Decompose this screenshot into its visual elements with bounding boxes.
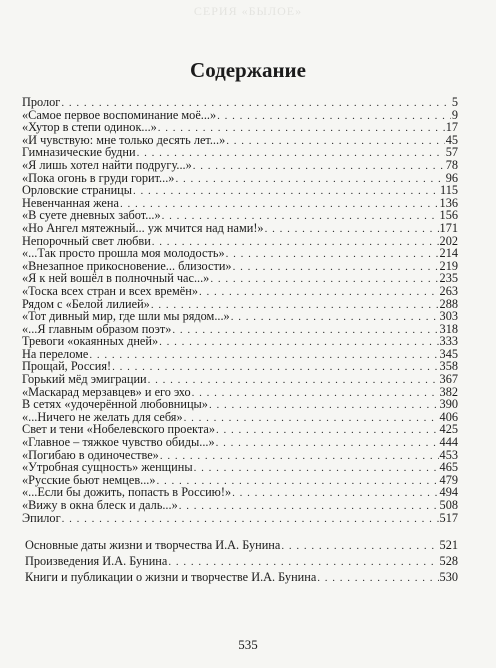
toc-dot-leader: [172, 324, 438, 337]
toc-entry-page: 57: [445, 145, 458, 160]
toc-entry-title: Книги и публикации о жизни и творчестве И.А. Бунина: [25, 570, 317, 585]
toc-entry: [22, 222, 458, 235]
toc-entry-page: 390: [439, 397, 458, 412]
toc-entry: [22, 553, 458, 569]
toc-entry-title: «...Так просто прошла моя молодость»: [22, 246, 225, 261]
toc-entry: [22, 159, 458, 172]
toc-entry-title: «...Ничего не желать для себя»: [22, 409, 183, 424]
toc-entry: [22, 461, 458, 474]
toc-entry: [22, 499, 458, 512]
toc-entry-title: «И чувствую: мне только десять лет...»: [22, 132, 226, 147]
toc-entry-title: Прощай, Россия!: [22, 359, 112, 374]
toc-entry: [22, 310, 458, 323]
toc-dot-leader: [193, 160, 445, 173]
toc-dot-leader: [159, 336, 438, 349]
toc-dot-leader: [281, 538, 438, 554]
toc-entry-title: «...Если бы дожить, попасть в Россию!»: [22, 485, 232, 500]
toc-dot-leader: [192, 387, 439, 400]
toc-entry-title: «Я лишь хотел найти подругу...»: [22, 157, 192, 172]
toc-entry-page: 425: [439, 422, 458, 437]
toc-dot-leader: [210, 273, 438, 286]
toc-section-gap: [22, 524, 458, 537]
toc-entry-page: 17: [445, 120, 458, 135]
toc-entry-page: 303: [439, 309, 458, 324]
toc-dot-leader: [232, 487, 438, 500]
toc-entry-title: Свет и тени «Нобелевского проекта»: [22, 422, 215, 437]
toc-entry-page: 263: [439, 283, 458, 298]
toc-entry-title: Рядом с «Белой лилией»: [22, 296, 150, 311]
toc-entry-title: «Самое первое воспоминание моё...»: [22, 107, 217, 122]
toc-entry-title: «Главное – тяжкое чувство обиды...»: [22, 435, 215, 450]
toc-entry-title: Произведения И.А. Бунина: [25, 554, 168, 569]
page-title: Содержание: [190, 58, 306, 82]
toc-entry-page: 521: [439, 538, 458, 553]
toc-entry: [22, 184, 458, 197]
toc-dot-leader: [184, 412, 439, 425]
toc-entry: [22, 121, 458, 134]
toc-entry-page: 345: [439, 346, 458, 361]
toc-entry-title: «Но Ангел мятежный... уж мчится над нами!»: [22, 220, 264, 235]
toc-entry-page: 9: [451, 107, 458, 122]
toc-entry-title: Тревоги «окаянных дней»: [22, 334, 159, 349]
toc-entry: [22, 247, 458, 260]
toc-entry-title: «Тот дивный мир, где шли мы рядом...»: [22, 309, 230, 324]
toc-entry-page: 5: [451, 95, 458, 109]
toc-entry: [22, 373, 458, 386]
toc-entry-page: 78: [445, 157, 458, 172]
page-number: 535: [238, 637, 258, 652]
toc-dot-leader: [62, 513, 439, 526]
toc-entry-page: 219: [439, 258, 458, 273]
toc-entry: [22, 398, 458, 411]
toc-entry: [22, 335, 458, 348]
toc-dot-leader: [120, 198, 439, 211]
toc-dot-leader: [216, 437, 439, 450]
toc-dot-leader: [317, 570, 438, 586]
toc-entry: [22, 512, 458, 525]
toc-entry-title: Гимназические будни: [22, 145, 136, 160]
toc-entry-title: Пролог: [22, 95, 61, 109]
toc-entry-page: 444: [439, 435, 458, 450]
toc-entry-title: «Утробная сущность» женщины: [22, 460, 193, 475]
toc-dot-leader: [231, 311, 439, 324]
toc-dot-leader: [148, 374, 439, 387]
toc-dot-leader: [199, 286, 439, 299]
toc-entry-page: 136: [439, 195, 458, 210]
toc-entry-title: «Вижу в окна блеск и даль...»: [22, 498, 178, 512]
toc-entry-title: «Внезапное прикосновение... близости»: [22, 258, 232, 273]
toc-dot-leader: [265, 223, 439, 236]
toc-entry-page: 235: [439, 271, 458, 286]
toc-dot-leader: [209, 399, 439, 412]
toc-entry: [22, 436, 458, 449]
toc-entry-page: 171: [439, 220, 458, 235]
toc-entry-title: «...Я главным образом поэт»: [22, 321, 172, 336]
toc-entry-page: 479: [439, 472, 458, 487]
toc-appendix-list: [22, 537, 458, 585]
toc-entry-page: 382: [439, 384, 458, 399]
toc-entry-page: 517: [439, 510, 458, 525]
toc-dot-leader: [217, 110, 451, 123]
toc-entry: [22, 96, 458, 109]
toc-dot-leader: [89, 349, 438, 362]
toc-entry-page: 406: [439, 409, 458, 424]
toc-entry-page: 45: [445, 132, 458, 147]
toc-entry-page: 528: [439, 554, 458, 569]
table-of-contents: [22, 96, 458, 585]
toc-entry-title: Непорочный свет любви: [22, 233, 151, 248]
toc-entry: [22, 285, 458, 298]
toc-entry-page: 115: [440, 183, 458, 198]
toc-entry-title: «В суете дневных забот...»: [22, 208, 161, 223]
toc-dot-leader: [179, 500, 439, 513]
toc-entry-title: «Хутор в степи одинок...»: [22, 120, 157, 135]
toc-dot-leader: [175, 173, 444, 186]
toc-entry: [22, 537, 458, 553]
toc-entry-page: 333: [439, 334, 458, 349]
toc-entry-title: Горький мёд эмиграции: [22, 372, 147, 387]
toc-dot-leader: [226, 135, 444, 148]
toc-entry-page: 465: [439, 460, 458, 475]
toc-entry: [22, 569, 458, 585]
toc-entry-title: «Погибаю в одиночестве»: [22, 447, 159, 462]
toc-entry-page: 530: [439, 570, 458, 585]
toc-entry-page: 453: [439, 447, 458, 462]
toc-entry-page: 494: [439, 485, 458, 500]
toc-dot-leader: [216, 424, 439, 437]
toc-entry-page: 508: [439, 498, 458, 512]
toc-entry-page: 288: [439, 296, 458, 311]
series-header-bleed: СЕРИЯ «БЫЛОЕ»: [193, 4, 303, 18]
toc-dot-leader: [168, 554, 438, 570]
toc-entry-page: 202: [439, 233, 458, 248]
toc-entry-page: 96: [445, 170, 458, 185]
toc-chapter-list: [22, 96, 458, 524]
toc-dot-leader: [194, 462, 439, 475]
toc-entry-page: 318: [439, 321, 458, 336]
toc-dot-leader: [233, 261, 439, 274]
toc-dot-leader: [112, 361, 438, 374]
toc-entry-title: На переломе: [22, 346, 89, 361]
toc-entry-title: Орловские страницы: [22, 183, 133, 198]
toc-entry-title: В сетях «удочерённой любовницы»: [22, 397, 208, 412]
toc-entry-title: «Пока огонь в груди горит...»: [22, 170, 175, 185]
toc-entry-page: 358: [439, 359, 458, 374]
toc-dot-leader: [133, 185, 439, 198]
toc-entry-page: 214: [439, 246, 458, 261]
toc-entry-title: Невенчанная жена: [22, 195, 119, 210]
toc-entry-page: 367: [439, 372, 458, 387]
toc-dot-leader: [226, 248, 439, 261]
toc-dot-leader: [160, 450, 439, 463]
toc-entry-page: 156: [439, 208, 458, 223]
toc-entry-title: «Тоска всех стран и всех времён»: [22, 283, 198, 298]
toc-entry-title: «Я к ней вошёл в полночный час...»: [22, 271, 210, 286]
toc-entry-title: Основные даты жизни и творчества И.А. Бунина: [25, 538, 281, 553]
toc-entry-title: «Русские бьют немцев...»: [22, 472, 156, 487]
toc-entry-title: Эпилог: [22, 510, 61, 525]
toc-entry-title: «Маскарад мерзавцев» и его эхо: [22, 384, 191, 399]
